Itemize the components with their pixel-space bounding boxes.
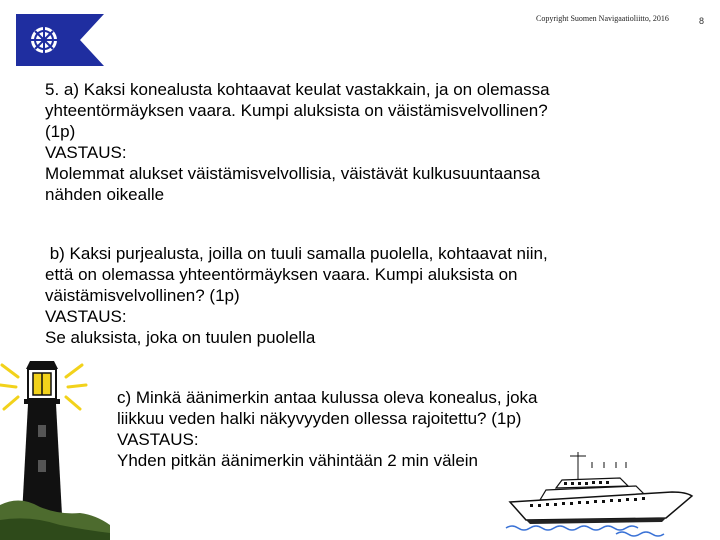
text-line: VASTAUS: <box>117 430 199 449</box>
lighthouse-icon <box>0 355 110 540</box>
copyright-notice: Copyright Suomen Navigaatioliitto, 2016 <box>536 14 669 23</box>
navigation-association-flag-icon <box>14 12 106 68</box>
text-line: (1p) <box>45 122 76 141</box>
question-5c <box>117 387 538 471</box>
text-line: b) Kaksi purjealusta, joilla on tuuli samalla puolella, kohtaavat niin, <box>45 244 548 263</box>
text-line: että on olemassa yhteentörmäyksen vaara. Kumpi aluksista on <box>45 265 518 284</box>
text-line: väistämisvelvollinen? (1p) <box>45 286 240 305</box>
text-line: Molemmat alukset väistämisvelvollisia, väistävät kulkusuuntaansa <box>45 164 541 183</box>
text-line: nähden oikealle <box>45 185 165 204</box>
question-5b <box>45 243 548 348</box>
text-line: liikkuu veden halki näkyvyyden ollessa rajoitettu? (1p) <box>117 409 522 428</box>
page-number: 8 <box>699 16 705 26</box>
text-line: 5. a) Kaksi konealusta kohtaavat keulat vastakkain, ja on olemassa <box>45 80 550 99</box>
text-line: Se aluksista, joka on tuulen puolella <box>45 328 316 347</box>
question-5a <box>45 79 550 205</box>
text-line: yhteentörmäyksen vaara. Kumpi aluksista on väistämisvelvollinen? <box>45 101 548 120</box>
text-line: VASTAUS: <box>45 307 127 326</box>
text-line: c) Minkä äänimerkin antaa kulussa oleva konealus, joka <box>117 388 538 407</box>
text-line: VASTAUS: <box>45 143 127 162</box>
cruise-ship-icon <box>496 446 696 538</box>
text-line: Yhden pitkän äänimerkin vähintään 2 min välein <box>117 451 479 470</box>
